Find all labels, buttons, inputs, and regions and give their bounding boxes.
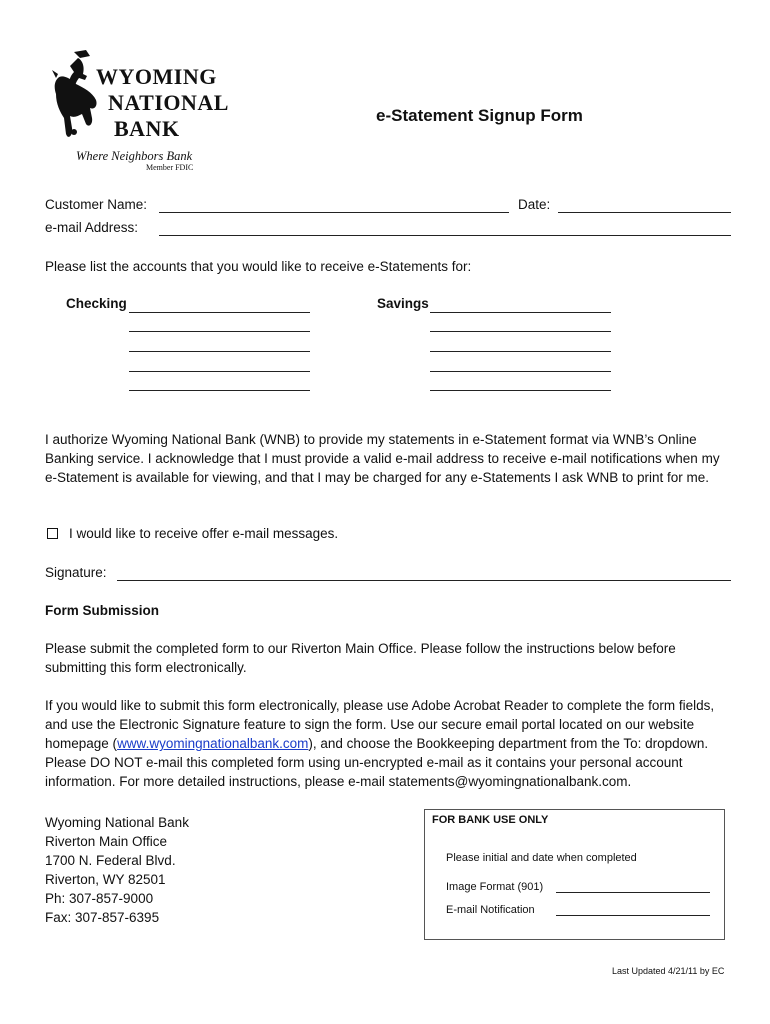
checking-account-field-5[interactable] [129,390,310,391]
date-label: Date: [518,197,551,212]
logo-fdic: Member FDIC [146,163,194,172]
authorization-text: I authorize Wyoming National Bank (WNB) to provide my statements in e-Statement format via WNB’s Online Banking service. I acknowledge that I must provide a valid e-mail address to receive e-mail notifications when my e-Statement is available for viewing, and that I may be charged for any e-Statements I ask WNB to print for me. [45,432,720,485]
logo-line-1: WYOMING [96,64,217,89]
savings-label: Savings [377,296,429,311]
checking-account-field-4[interactable] [129,371,310,372]
savings-account-field-2[interactable] [430,331,611,332]
savings-account-field-4[interactable] [430,371,611,372]
signature-field[interactable] [117,580,731,581]
address-name: Wyoming National Bank [45,815,189,830]
savings-account-field-5[interactable] [430,390,611,391]
customer-name-field[interactable] [159,212,509,213]
accounts-prompt: Please list the accounts that you would like to receive e-Statements for: [45,259,472,274]
address-fax: Fax: 307-857-6395 [45,910,160,925]
image-format-field[interactable] [556,892,710,893]
submission-paragraph-2 [45,696,735,791]
checking-account-field-2[interactable] [129,331,310,332]
customer-name-label: Customer Name: [45,197,148,212]
image-format-label: Image Format (901) [446,881,544,893]
bronco-rider-icon [52,48,102,144]
date-field[interactable] [558,212,731,213]
submission-heading: Form Submission [45,603,160,618]
address-phone: Ph: 307-857-9000 [45,891,154,906]
checking-account-field-1[interactable] [129,312,310,313]
checking-label: Checking [66,296,127,311]
address-street: 1700 N. Federal Blvd. [45,853,176,868]
bank-use-title: FOR BANK USE ONLY [432,814,549,826]
email-notification-field[interactable] [556,915,710,916]
submission-paragraph-2-end: ), and choose the Bookkeeping department from the To: dropdown. Please DO NOT e-mail this completed form using un-encrypted e-mail as it contains your personal account information. For more detailed instructions, please e-mail statements@wyomingnationalbank.com. [45,736,709,789]
bank-website-link[interactable]: www.wyomingnationalbank.com [117,736,309,751]
savings-account-field-3[interactable] [430,351,611,352]
offer-email-label: I would like to receive offer e-mail messages. [69,526,339,541]
logo-tagline: Where Neighbors Bank [76,149,193,163]
address-city: Riverton, WY 82501 [45,872,166,887]
bank-use-instruction: Please initial and date when completed [446,852,637,864]
form-title: e-Statement Signup Form [376,106,583,125]
email-notification-label: E-mail Notification [446,904,535,916]
checking-account-field-3[interactable] [129,351,310,352]
submission-paragraph-1: Please submit the completed form to our Riverton Main Office. Please follow the instructions below before submitting this form electronically. [45,641,676,675]
offer-email-checkbox[interactable] [47,528,58,539]
bank-use-box [424,809,725,940]
last-updated: Last Updated 4/21/11 by EC [612,966,725,976]
email-label: e-mail Address: [45,220,139,235]
logo-line-3: BANK [114,116,180,141]
logo-line-2: NATIONAL [108,90,229,115]
address-office: Riverton Main Office [45,834,168,849]
email-field[interactable] [159,235,731,236]
savings-account-field-1[interactable] [430,312,611,313]
signature-label: Signature: [45,565,107,580]
submission-paragraph-2-start: If you would like to submit this form electronically, please use Adobe Acrobat Reader to complete the form fields, and use the Electronic Signature feature to sign the form. Use our secure email portal located on our website homepage ( [45,698,715,751]
